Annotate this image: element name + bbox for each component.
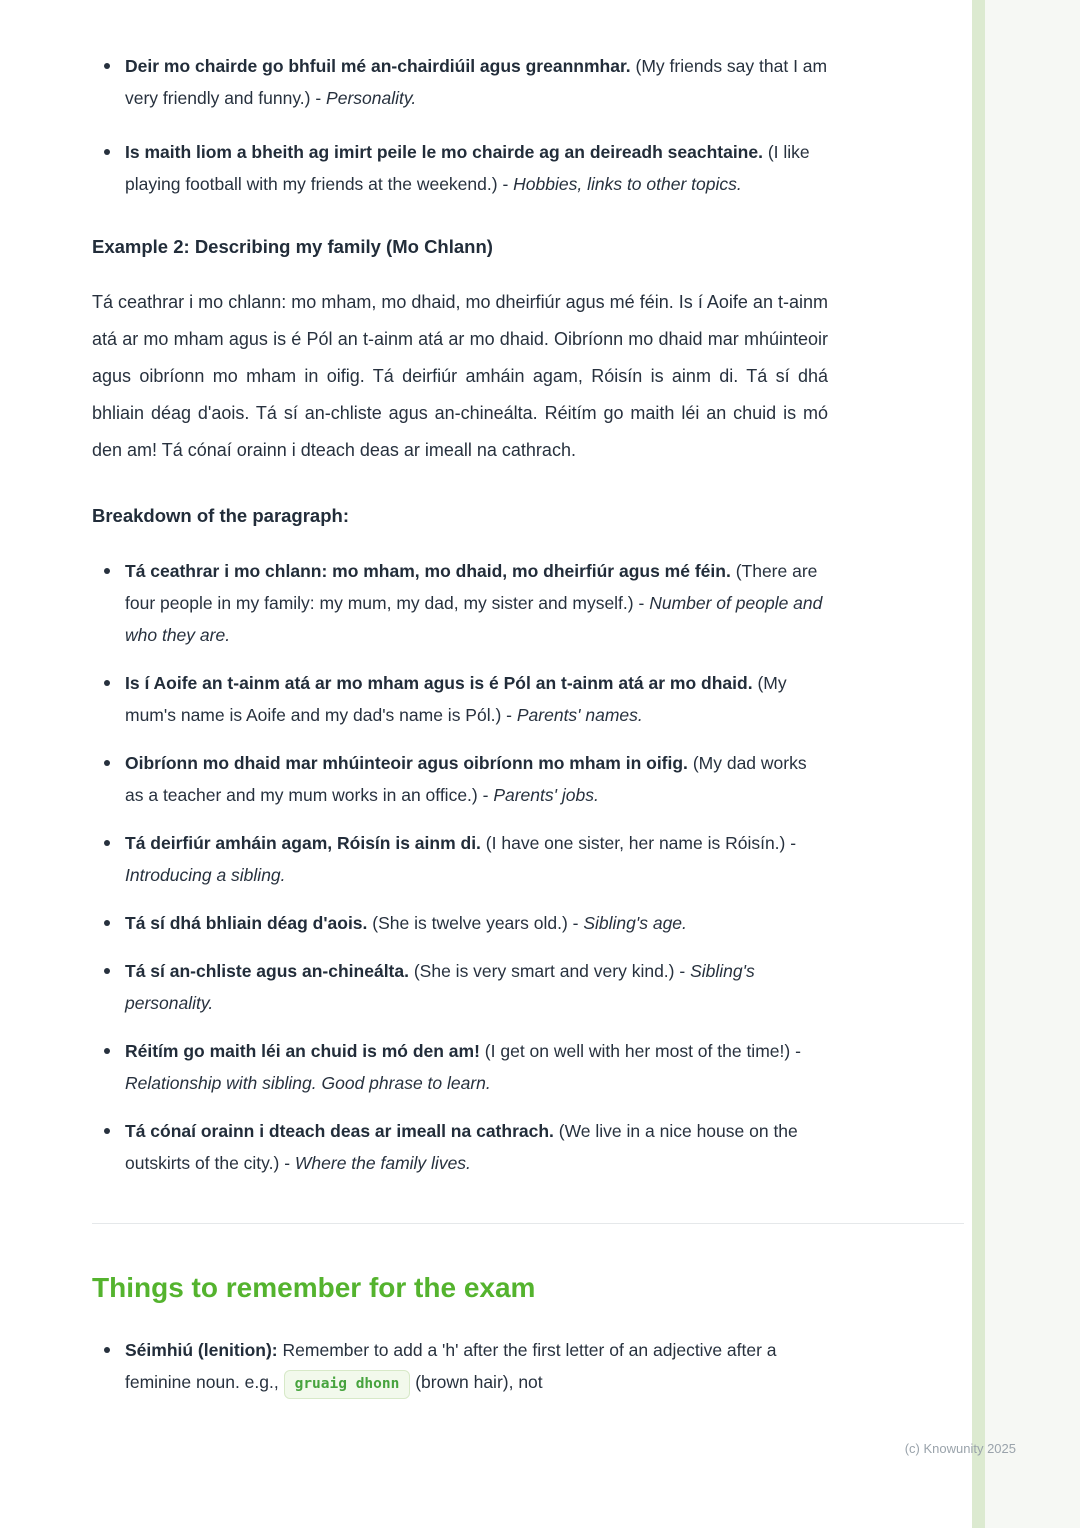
explanation-text: Remember to add a 'h' after the first letter of an adjective after a feminine noun. e.g., <box>125 1340 777 1392</box>
watermark: (c) Knowunity 2025 <box>904 1441 1016 1456</box>
list-item <box>125 50 828 114</box>
list-item <box>125 555 828 651</box>
irish-phrase: Tá sí dhá bhliain déag d'aois. <box>125 913 368 933</box>
topic-label: Sibling's age. <box>583 913 687 933</box>
separator-dash: - <box>502 174 509 194</box>
list-item <box>125 907 828 939</box>
exam-section-heading: Things to remember for the exam <box>92 1272 536 1303</box>
list-item <box>125 1334 828 1399</box>
section-divider <box>92 1223 964 1224</box>
breakdown-bullet-list <box>92 555 828 1179</box>
separator-dash: - <box>482 785 489 805</box>
english-translation: (I have one sister, her name is Róisín.) <box>485 833 786 853</box>
english-translation: (She is twelve years old.) <box>372 913 568 933</box>
irish-phrase: Tá deirfiúr amháin agam, Róisín is ainm di. <box>125 833 481 853</box>
list-item <box>125 747 828 811</box>
english-translation: (We live in a nice house on the outskirts of the city.) <box>125 1121 798 1173</box>
irish-phrase: Réitím go maith léi an chuid is mó den am! <box>125 1041 480 1061</box>
english-translation: (My dad works as a teacher and my mum works in an office.) <box>125 753 807 805</box>
breakdown-heading: Breakdown of the paragraph: <box>92 505 349 526</box>
list-item <box>125 136 828 200</box>
exam-bullet-list <box>92 1334 828 1399</box>
english-translation: (My mum's name is Aoife and my dad's name is Pól.) <box>125 673 787 725</box>
english-translation: (I like playing football with my friends at the weekend.) <box>125 142 810 194</box>
list-item <box>125 1115 828 1179</box>
separator-dash: - <box>284 1153 291 1173</box>
topic-label: Relationship with sibling. Good phrase to learn. <box>125 1073 491 1093</box>
separator-dash: - <box>506 705 512 725</box>
topic-label: Personality. <box>326 88 417 108</box>
example2-heading: Example 2: Describing my family (Mo Chlann) <box>92 236 493 257</box>
topic-label: Parents' jobs. <box>493 785 599 805</box>
example2-paragraph: Tá ceathrar i mo chlann: mo mham, mo dhaid, mo dheirfiúr agus mé féin. Is í Aoife an t-ainm atá ar mo mham agus is é Pól an t-ainm atá ar mo dhaid. Oibríonn mo dhaid mar mhúinteoir agus oibríonn mo mham in oifig. Tá deirfiúr amháin agam, Róisín is ainm di. Tá sí dhá bhliain déag d'aois. Tá sí an-chliste agus an-chineálta. Réitím go maith léi an chuid is mó den am! Tá cónaí orainn i dteach deas ar imeall na cathrach. <box>92 292 828 460</box>
irish-phrase: Tá cónaí orainn i dteach deas ar imeall na cathrach. <box>125 1121 554 1141</box>
list-item <box>125 667 828 731</box>
list-item <box>125 1035 828 1099</box>
irish-phrase: Is í Aoife an t-ainm atá ar mo mham agus is é Pól an t-ainm atá ar mo dhaid. <box>125 673 753 693</box>
irish-phrase: Tá ceathrar i mo chlann: mo mham, mo dhaid, mo dheirfiúr agus mé féin. <box>125 561 731 581</box>
english-translation: (She is very smart and very kind.) <box>413 961 675 981</box>
separator-dash: - <box>790 833 797 853</box>
topic-label: Number of people and who they are. <box>125 593 823 645</box>
separator-dash: - <box>679 961 686 981</box>
list-item <box>125 955 828 1019</box>
topic-label: Where the family lives. <box>294 1153 471 1173</box>
term-label: Séimhiú (lenition): <box>125 1340 278 1360</box>
english-translation: (My friends say that I am very friendly and funny.) <box>125 56 828 108</box>
irish-phrase: Deir mo chairde go bhfuil mé an-chairdiúil agus greannmhar. <box>125 56 631 76</box>
irish-phrase: Is maith liom a bheith ag imirt peile le mo chairde ag an deireadh seachtaine. <box>125 142 763 162</box>
topic-label: Parents' names. <box>516 705 643 725</box>
english-translation: (There are four people in my family: my mum, my dad, my sister and myself.) <box>125 561 818 613</box>
irish-phrase: Tá sí an-chliste agus an-chineálta. <box>125 961 409 981</box>
topic-label: Sibling's personality. <box>125 961 755 1013</box>
separator-dash: - <box>572 913 579 933</box>
topic-label: Hobbies, links to other topics. <box>513 174 742 194</box>
intro-bullet-list <box>92 50 828 200</box>
irish-phrase: Oibríonn mo dhaid mar mhúinteoir agus oibríonn mo mham in oifig. <box>125 753 688 773</box>
topic-label: Introducing a sibling. <box>125 865 286 885</box>
list-item <box>125 827 828 891</box>
english-translation: (I get on well with her most of the time!) <box>484 1041 791 1061</box>
separator-dash: - <box>638 593 645 613</box>
inline-code-chip: gruaig dhonn <box>284 1370 411 1399</box>
separator-dash: - <box>315 88 322 108</box>
explanation-text-after: (brown hair), not <box>415 1372 543 1392</box>
separator-dash: - <box>795 1041 801 1061</box>
